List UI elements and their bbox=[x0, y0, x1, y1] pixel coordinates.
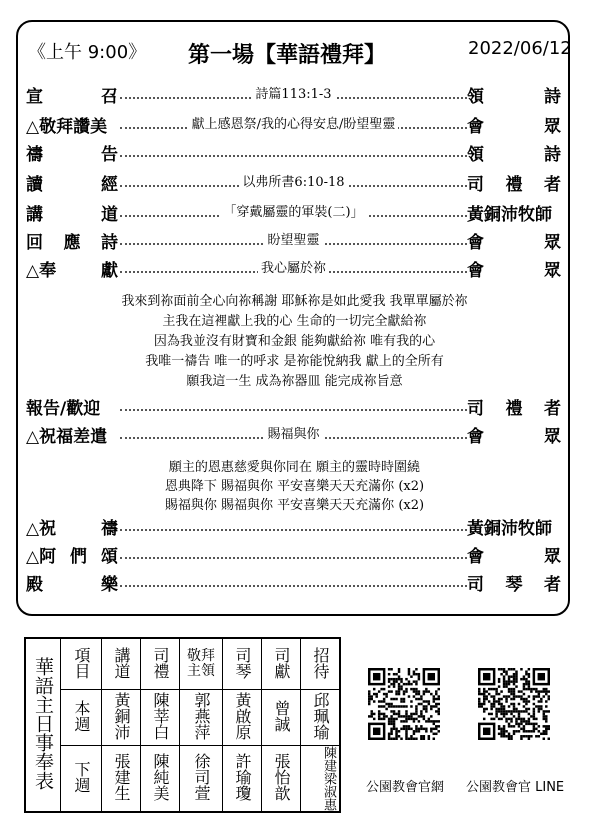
website-qr-code[interactable] bbox=[368, 668, 440, 740]
duty-cell: 張怡歆 bbox=[262, 746, 301, 813]
label-part: 們 bbox=[70, 546, 88, 567]
label-part: 樂 bbox=[101, 574, 118, 595]
order-item-leader-role bbox=[467, 170, 561, 194]
this-week-label: 本週 bbox=[61, 690, 102, 746]
service-time: 《上午 9:00》 bbox=[28, 42, 147, 63]
role-part: 眾 bbox=[544, 546, 561, 567]
duty-header-cell: 招待 bbox=[301, 638, 341, 690]
service-date: 2022/06/12 bbox=[468, 38, 572, 59]
dotted-leader bbox=[120, 529, 467, 531]
role-part: 詩 bbox=[544, 86, 561, 107]
order-row bbox=[26, 112, 563, 136]
order-item-content: 我心屬於祢 bbox=[120, 257, 467, 276]
duty-cell: 許瑜瓊 bbox=[223, 746, 262, 813]
order-row bbox=[26, 200, 563, 224]
order-item-label bbox=[26, 82, 118, 106]
role-part: 黃銅沛牧師 bbox=[467, 204, 552, 225]
role-part: 琴 bbox=[505, 574, 523, 595]
label-part: 報告/歡迎 bbox=[26, 398, 101, 419]
role-part: 會 bbox=[467, 260, 484, 281]
role-part: 眾 bbox=[544, 260, 561, 281]
duty-cell: 徐司萱 bbox=[180, 746, 223, 813]
dotted-leader bbox=[120, 557, 467, 559]
order-item-leader-role bbox=[467, 82, 561, 106]
label-part: 道 bbox=[101, 204, 118, 225]
order-item-label bbox=[26, 570, 118, 594]
role-part: 者 bbox=[544, 398, 561, 419]
label-part: 告 bbox=[101, 144, 118, 165]
lyric-line: 我來到祢面前全心向祢稱謝 耶穌祢是如此愛我 我單單屬於祢 bbox=[121, 294, 468, 309]
dotted-leader bbox=[120, 409, 467, 411]
duty-header-cell: 司禮 bbox=[141, 638, 180, 690]
order-row bbox=[26, 170, 563, 194]
lyric-line: 賜福與你 賜福與你 平安喜樂天天充滿你 (x2) bbox=[164, 498, 425, 513]
order-row bbox=[26, 140, 563, 164]
duty-header-cell: 司琴 bbox=[223, 638, 262, 690]
duty-table-title: 華語主日事奉表 bbox=[25, 638, 61, 812]
order-row bbox=[26, 228, 563, 252]
order-item-leader-role bbox=[467, 228, 561, 252]
role-part: 詩 bbox=[544, 144, 561, 165]
label-part: 應 bbox=[63, 232, 81, 253]
lyric-line: 主我在這裡獻上我的心 生命的一切完全獻給祢 bbox=[162, 314, 427, 329]
label-part: 禱 bbox=[101, 518, 118, 539]
lyric-line: 恩典降下 賜福與你 平安喜樂天天充滿你 (x2) bbox=[164, 479, 425, 494]
order-item-label bbox=[26, 542, 118, 566]
label-part: 獻 bbox=[101, 260, 118, 281]
lyric-line: 願主的恩惠慈愛與你同在 願主的靈時時圍繞 bbox=[168, 460, 421, 475]
order-row bbox=[26, 570, 563, 594]
lyric-line: 我唯一禱告 唯一的呼求 是祢能悅納我 獻上的全所有 bbox=[145, 354, 444, 369]
label-part: 召 bbox=[101, 86, 118, 107]
dotted-leader bbox=[120, 155, 467, 157]
order-row bbox=[26, 394, 563, 418]
label-part: 頌 bbox=[100, 546, 118, 567]
label-part: 回 bbox=[26, 232, 43, 253]
label-part: 經 bbox=[101, 174, 118, 195]
role-part: 司 bbox=[467, 398, 484, 419]
role-part: 司 bbox=[467, 174, 484, 195]
duty-cell: 黃啟原 bbox=[223, 690, 262, 746]
duty-header-cell: 敬拜主領 bbox=[180, 638, 223, 690]
order-item-content: 詩篇113:1-3 bbox=[120, 83, 467, 102]
role-part: 領 bbox=[467, 86, 484, 107]
order-item-leader-role bbox=[467, 514, 561, 538]
order-item-label bbox=[26, 228, 118, 252]
website-qr-caption: 公園教會官網 bbox=[366, 780, 445, 795]
label-part: △敬拜讚美 bbox=[26, 116, 108, 137]
order-item-leader-role bbox=[467, 394, 561, 418]
role-part: 會 bbox=[467, 232, 484, 253]
label-part: △奉 bbox=[26, 260, 57, 281]
role-part: 者 bbox=[544, 174, 561, 195]
label-part: 講 bbox=[26, 204, 43, 225]
lyric-line: 願我這一生 成為祢器皿 能完成祢旨意 bbox=[186, 374, 403, 389]
order-item-content: 獻上感恩祭/我的心得安息/盼望聖靈 bbox=[120, 113, 467, 132]
role-part: 禮 bbox=[505, 398, 523, 419]
label-part: △祝福差遣 bbox=[26, 426, 108, 447]
label-part: 讀 bbox=[26, 174, 43, 195]
order-item-label bbox=[26, 112, 118, 136]
lyric-line: 因為我並沒有財寶和金銀 能夠獻給祢 唯有我的心 bbox=[153, 334, 436, 349]
order-item-content: 「穿戴屬靈的軍裝(二)」 bbox=[120, 201, 467, 220]
label-part: △阿 bbox=[26, 546, 57, 567]
order-item-leader-role bbox=[467, 422, 561, 446]
order-row bbox=[26, 256, 563, 280]
duty-cell: 邱珮瑜 bbox=[301, 690, 341, 746]
order-item-leader-role bbox=[467, 570, 561, 594]
role-part: 會 bbox=[467, 546, 484, 567]
role-part: 領 bbox=[467, 144, 484, 165]
order-item-content: 盼望聖靈 bbox=[120, 229, 467, 248]
order-item-label bbox=[26, 170, 118, 194]
role-part: 眾 bbox=[544, 232, 561, 253]
duty-header-cell: 項目 bbox=[61, 638, 102, 690]
dotted-leader bbox=[120, 585, 467, 587]
order-item-label bbox=[26, 514, 118, 538]
order-row bbox=[26, 422, 563, 446]
order-item-leader-role bbox=[467, 140, 561, 164]
label-part: △祝 bbox=[26, 518, 57, 539]
role-part: 者 bbox=[544, 574, 561, 595]
service-title: 第一場【華語禮拜】 bbox=[188, 43, 387, 68]
order-item-leader-role bbox=[467, 542, 561, 566]
role-part: 禮 bbox=[505, 174, 523, 195]
order-item-content: 以弗所書6:10-18 bbox=[120, 171, 467, 190]
duty-cell: 陳莘白 bbox=[141, 690, 180, 746]
order-item-label bbox=[26, 394, 118, 418]
order-item-label bbox=[26, 200, 118, 224]
duty-cell: 黃銅沛 bbox=[102, 690, 141, 746]
duty-cell: 張建生 bbox=[102, 746, 141, 813]
role-part: 司 bbox=[467, 574, 484, 595]
label-part: 詩 bbox=[101, 232, 118, 253]
duty-cell: 郭燕萍 bbox=[180, 690, 223, 746]
role-part: 眾 bbox=[544, 426, 561, 447]
line-qr-caption: 公園教會官 LINE bbox=[466, 780, 565, 795]
label-part: 宣 bbox=[26, 86, 43, 107]
duty-roster-table bbox=[24, 637, 341, 813]
order-item-label bbox=[26, 422, 118, 446]
role-part: 會 bbox=[467, 116, 484, 137]
line-qr-code[interactable] bbox=[478, 668, 550, 740]
next-week-label: 下週 bbox=[61, 746, 102, 813]
role-part: 會 bbox=[467, 426, 484, 447]
duty-cell: 陳純美 bbox=[141, 746, 180, 813]
role-part: 眾 bbox=[544, 116, 561, 137]
duty-cell: 陳建梁淑惠 bbox=[301, 746, 341, 813]
order-item-content: 賜福與你 bbox=[120, 423, 467, 442]
order-item-leader-role bbox=[467, 112, 561, 136]
role-part: 黃銅沛牧師 bbox=[467, 518, 552, 539]
duty-header-cell: 司獻 bbox=[262, 638, 301, 690]
label-part: 殿 bbox=[26, 574, 43, 595]
duty-header-cell: 講道 bbox=[102, 638, 141, 690]
label-part: 禱 bbox=[26, 144, 43, 165]
order-row bbox=[26, 542, 563, 566]
duty-cell: 曾誠 bbox=[262, 690, 301, 746]
order-item-leader-role bbox=[467, 256, 561, 280]
order-row bbox=[26, 514, 563, 538]
order-item-label bbox=[26, 140, 118, 164]
order-item-leader-role bbox=[467, 200, 561, 224]
order-row bbox=[26, 82, 563, 106]
order-item-label bbox=[26, 256, 118, 280]
